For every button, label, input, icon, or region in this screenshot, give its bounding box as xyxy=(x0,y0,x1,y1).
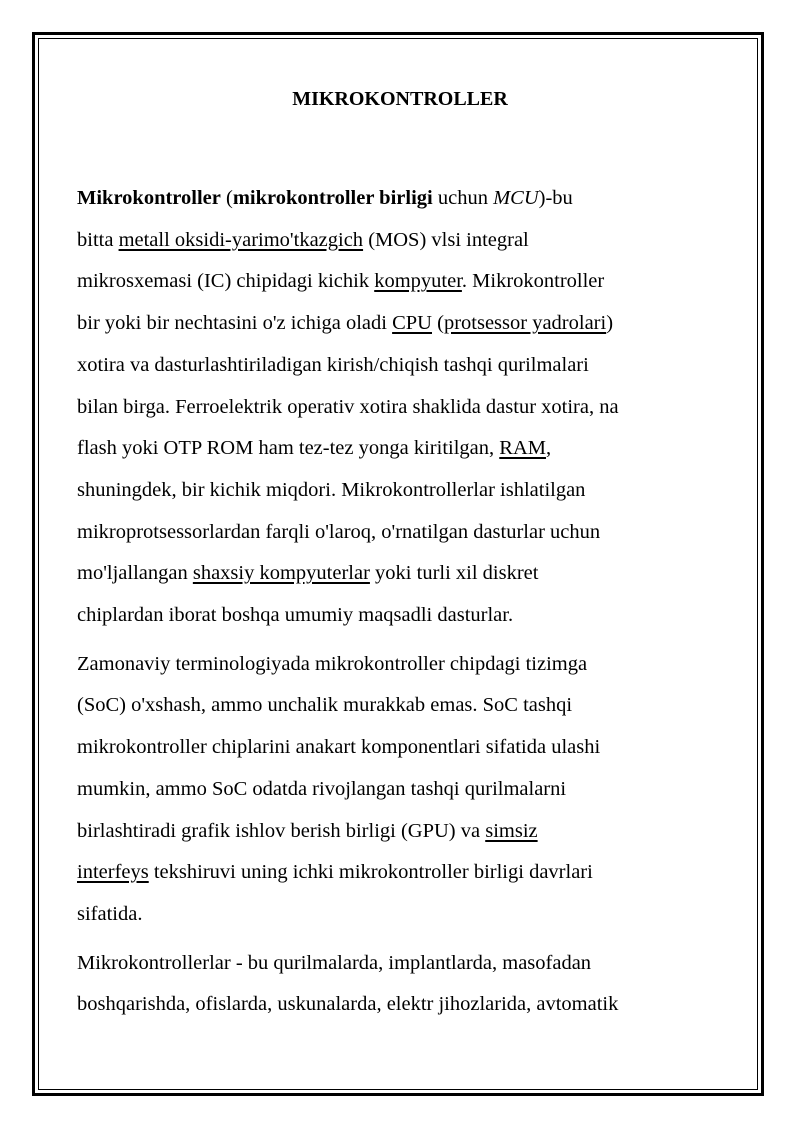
text-line: mikroprotsessorlardan farqli o'laroq, o'rnatilgan dasturlar uchun xyxy=(77,520,601,543)
text-run: tekshiruvi uning ichki mikrokontroller birligi davrlari xyxy=(148,861,593,884)
text-line: bilan birga. Ferroelektrik operativ xotira shaklida dastur xotira, na xyxy=(77,395,619,418)
paragraph-3 xyxy=(77,943,727,1026)
text-run: ( xyxy=(432,312,444,335)
bold-term: mikrokontroller birligi xyxy=(232,187,433,209)
document-body xyxy=(77,178,727,1033)
text-run: flash yoki OTP ROM ham tez-tez yonga kiritilgan, xyxy=(77,437,500,460)
text-run: uchun xyxy=(432,187,494,209)
text-line: mikrokontroller chiplarini anakart komponentlari sifatida ulashi xyxy=(77,736,601,759)
link-simsiz-interfeys-cont[interactable]: interfeys xyxy=(77,861,149,884)
text-line: (SoC) o'xshash, ammo unchalik murakkab emas. SoC tashqi xyxy=(77,694,573,717)
text-line: sifatida. xyxy=(77,902,143,925)
text-run: bitta xyxy=(77,228,119,251)
text-line xyxy=(77,428,727,470)
text-run: bir yoki bir nechtasini o'z ichiga oladi xyxy=(77,312,393,335)
text-line xyxy=(77,178,727,220)
text-line: shuningdek, bir kichik miqdori. Mikrokontrollerlar ishlatilgan xyxy=(77,478,586,501)
link-shaxsiy-kompyuterlar[interactable]: shaxsiy kompyuterlar xyxy=(192,562,370,585)
link-ram[interactable]: RAM xyxy=(499,437,546,460)
text-line: Zamonaviy terminologiyada mikrokontroller chipdagi tizimga xyxy=(77,652,588,675)
text-run: mo'ljallangan xyxy=(77,562,193,585)
italic-term: MCU xyxy=(493,187,539,209)
bold-term: Mikrokontroller xyxy=(77,187,221,209)
link-cpu[interactable]: CPU xyxy=(392,312,432,335)
link-metall-oksidi[interactable]: metall oksidi-yarimo'tkazgich xyxy=(118,228,364,251)
text-run: ( xyxy=(220,187,233,209)
text-line xyxy=(77,553,727,595)
text-run: . Mikrokontroller xyxy=(461,270,605,293)
paragraph-2 xyxy=(77,644,727,936)
link-kompyuter[interactable]: kompyuter xyxy=(374,270,462,293)
text-line: boshqarishda, ofislarda, uskunalarda, elektr jihozlarida, avtomatik xyxy=(77,993,619,1016)
text-run: birlashtiradi grafik ishlov berish birligi (GPU) va xyxy=(77,819,486,842)
text-line: chiplardan iborat boshqa umumiy maqsadli dasturlar. xyxy=(77,604,514,627)
text-run: , xyxy=(545,437,552,460)
text-line xyxy=(77,303,727,345)
text-run: mikrosxemasi (IC) chipidagi kichik xyxy=(77,270,375,293)
text-line xyxy=(77,261,727,303)
text-line xyxy=(77,811,727,853)
text-line: xotira va dasturlashtiriladigan kirish/chiqish tashqi qurilmalari xyxy=(77,353,589,376)
text-line: Mikrokontrollerlar - bu qurilmalarda, implantlarda, masofadan xyxy=(77,951,592,974)
link-protsessor-yadrolari[interactable]: protsessor yadrolari xyxy=(443,312,607,335)
text-line xyxy=(77,852,727,894)
text-run: )-bu xyxy=(538,187,573,209)
paragraph-1 xyxy=(77,178,727,637)
link-simsiz-interfeys[interactable]: simsiz xyxy=(485,819,538,842)
text-run: yoki turli xil diskret xyxy=(369,562,539,585)
text-line xyxy=(77,220,727,262)
text-run: (MOS) vlsi integral xyxy=(363,228,529,251)
text-line: mumkin, ammo SoC odatda rivojlangan tashqi qurilmalarni xyxy=(77,777,567,800)
page-title: MIKROKONTROLLER xyxy=(292,88,508,110)
text-run: ) xyxy=(606,312,614,335)
